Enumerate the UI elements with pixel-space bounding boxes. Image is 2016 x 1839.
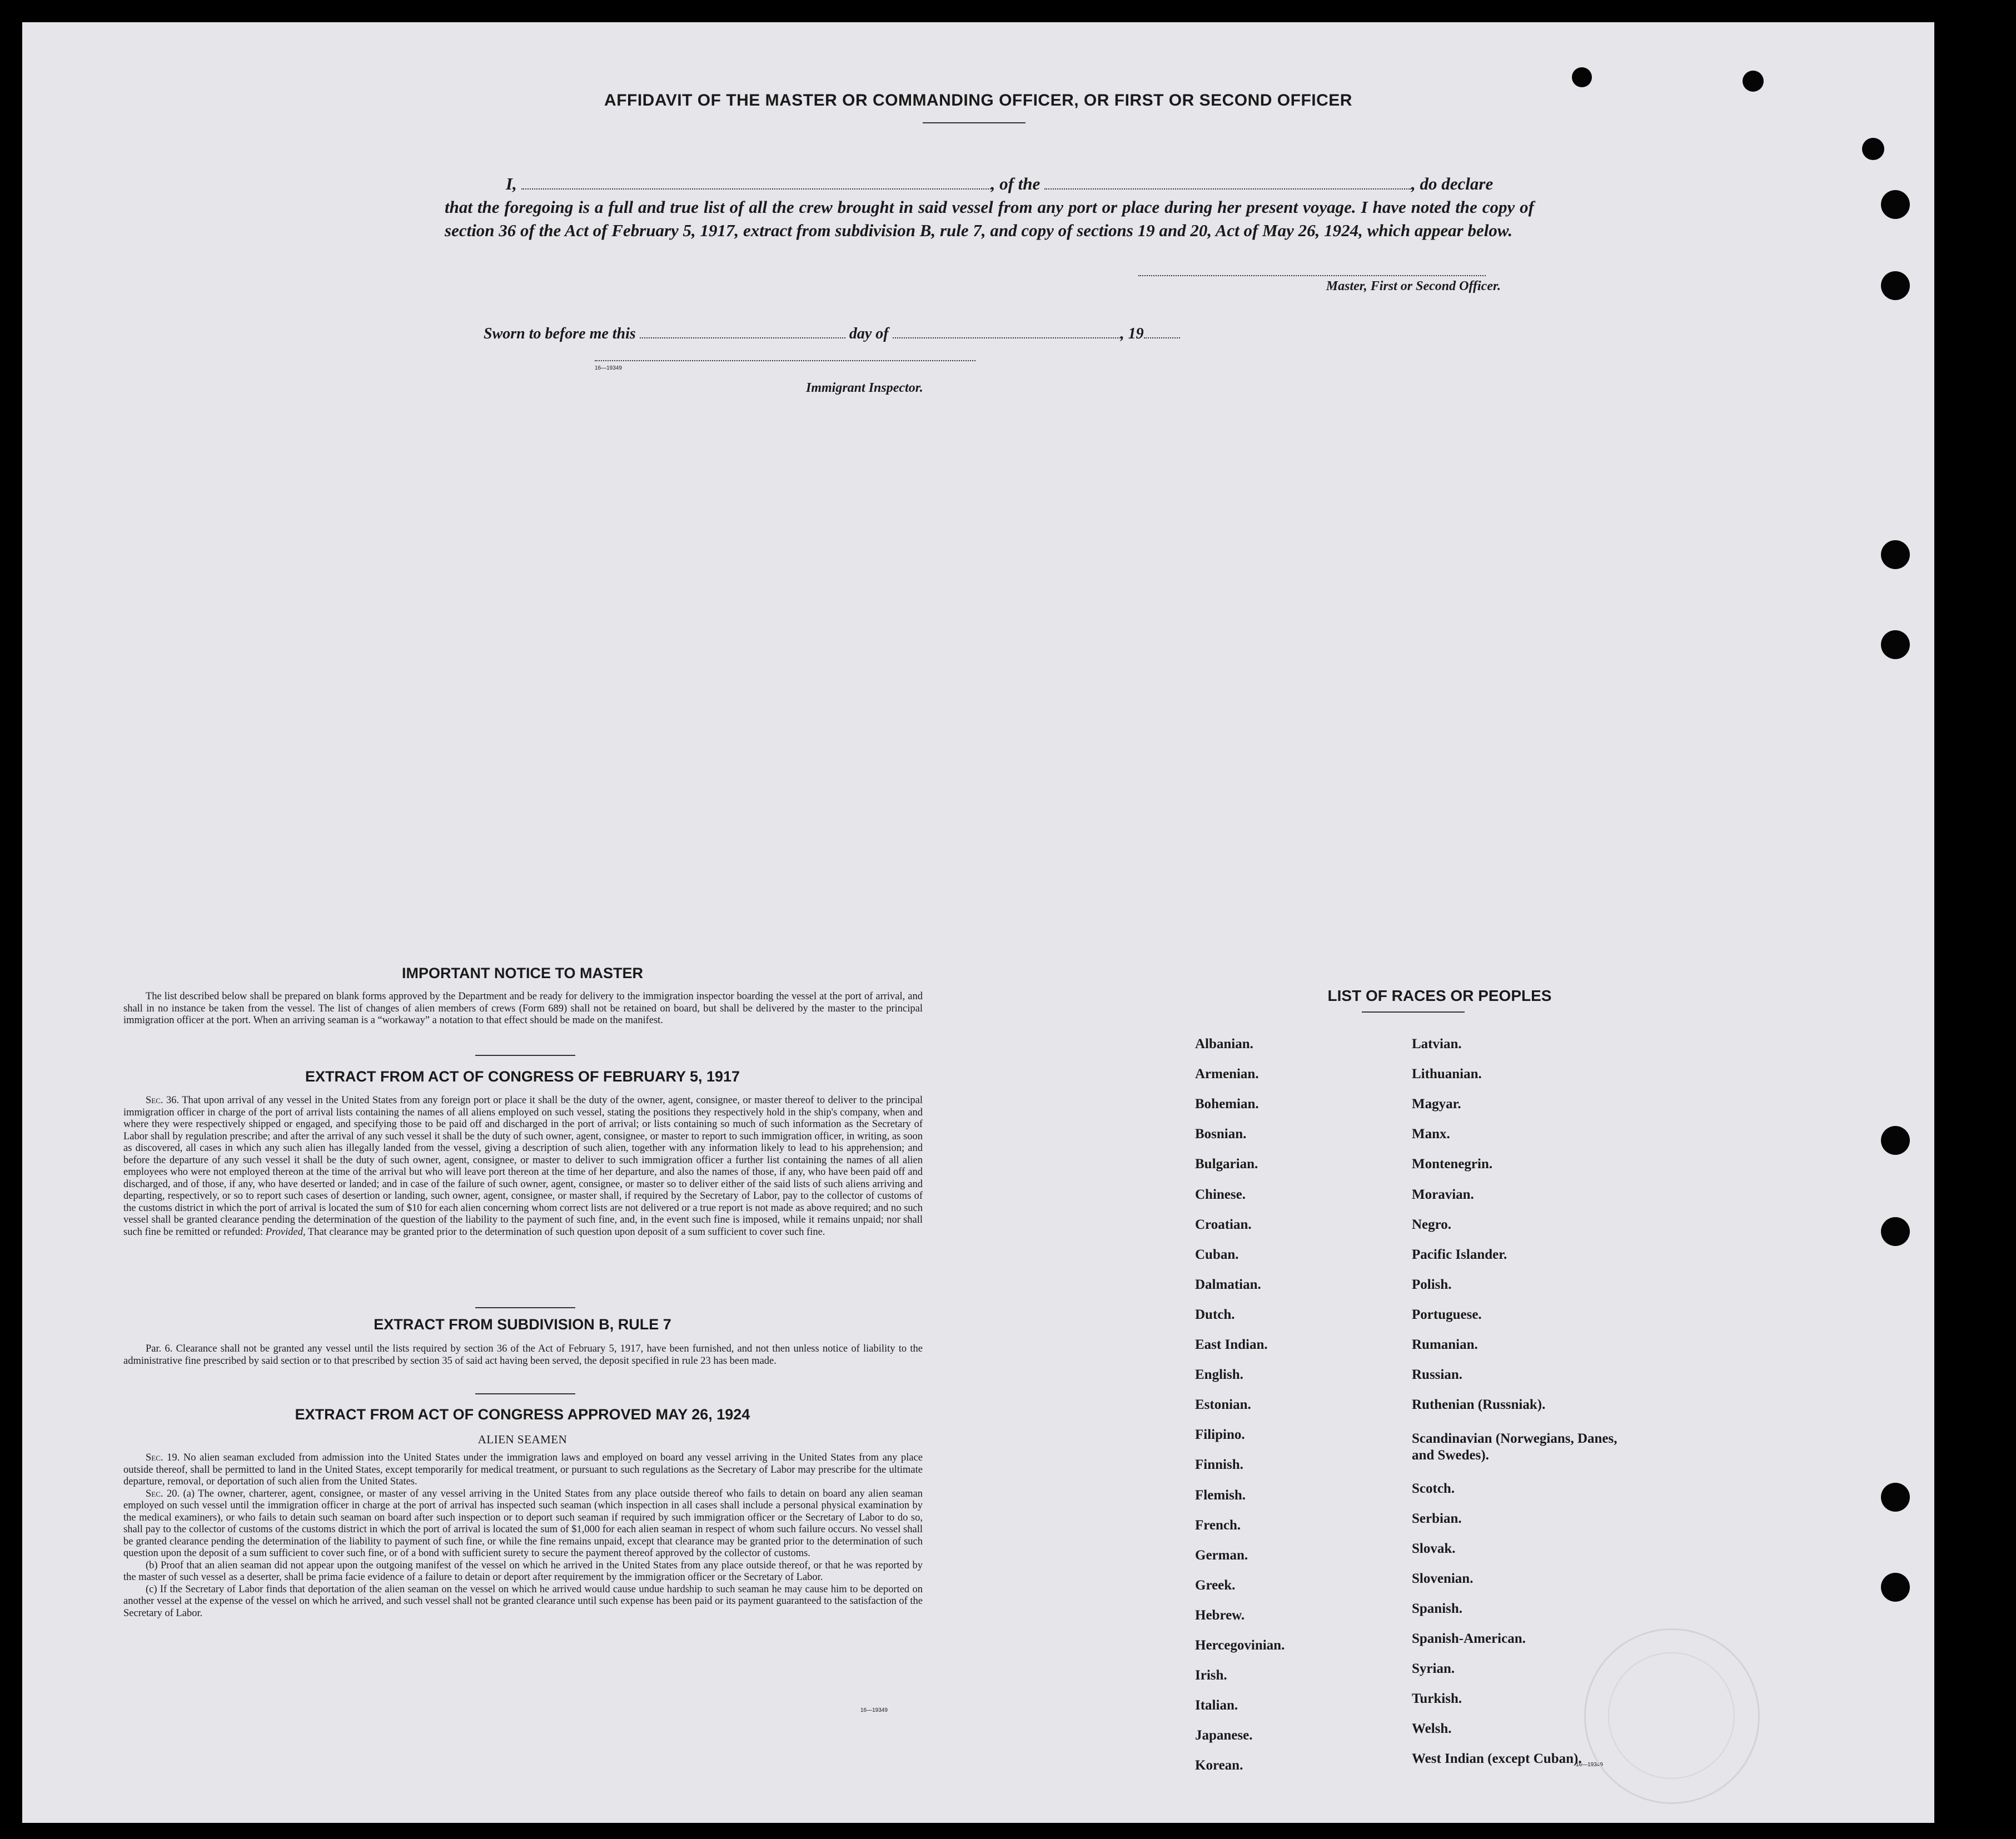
race-item: Spanish. (1412, 1601, 1463, 1616)
of-the-label: , of the (990, 174, 1041, 193)
rule7-title: EXTRACT FROM SUBDIVISION B, RULE 7 (374, 1316, 671, 1333)
notice-title: IMPORTANT NOTICE TO MASTER (402, 965, 643, 981)
sec19-text: No alien seaman excluded from admission into the United States under the immigration laws and employed on board any vessel arriving in the United States from any place outside thereof, shall be permitted to land in the United States, except temporarily for medical treatment, or pursuant to such regulations as the Secretary of Labor may prescribe for the ultimate departure, removal, or deportation of such alien from the United States. (123, 1452, 923, 1487)
sec20c-text: (c) If the Secretary of Labor finds that deportation of the alien seaman on the vessel on which he arrived would cause undue hardship to such seaman he may cause him to be deported on another vessel at the expense of the vessel on which he arrived, and such vessel shall not be granted clearance until such expense has been paid or its payment guaranteed to the satisfaction of the Secretary of Labor. (123, 1583, 923, 1619)
par6-text: Par. 6. Clearance shall not be granted any vessel until the lists required by section 36 of the Act of February 5, 1917, have been furnished, and not then unless notice of liability to the administrative fine prescribed by said section or to that prescribed by section 35 of said act having been served, the deposit specified in rule 23 has been made. (123, 1343, 923, 1367)
race-item: Flemish. (1195, 1487, 1246, 1503)
par6-block (123, 1343, 923, 1367)
sec36-tail: That clearance may be granted prior to the determination of such question upon deposit of a sum sufficient to cover such fine. (307, 1226, 825, 1238)
affidavit-title: AFFIDAVIT OF THE MASTER OR COMMANDING OFFICER, OR FIRST OR SECOND OFFICER (604, 91, 1352, 109)
race-item: Cuban. (1195, 1247, 1239, 1262)
sec36-block (123, 1095, 923, 1238)
inspector-signature-line[interactable] (595, 360, 975, 361)
race-item: Dalmatian. (1195, 1277, 1261, 1292)
punch-hole-icon (1881, 1217, 1910, 1246)
race-item: Bulgarian. (1195, 1157, 1258, 1172)
race-item: Greek. (1195, 1577, 1236, 1593)
punch-hole-icon (1572, 67, 1592, 87)
race-item: Russian. (1412, 1367, 1463, 1383)
race-item: Magyar. (1412, 1097, 1461, 1112)
race-item: French. (1195, 1517, 1241, 1533)
sworn-month-field[interactable] (893, 325, 1121, 338)
race-item: Korean. (1195, 1758, 1243, 1773)
affidavit-body (445, 172, 1556, 242)
form-page (22, 22, 1934, 1823)
race-item: Pacific Islander. (1412, 1247, 1507, 1262)
race-item: Moravian. (1412, 1187, 1474, 1202)
inspector-caption: Immigrant Inspector. (806, 381, 923, 395)
race-item: Chinese. (1195, 1187, 1246, 1202)
punch-hole-icon (1881, 190, 1910, 219)
punch-hole-icon (1881, 630, 1910, 659)
races-title: LIST OF RACES OR PEOPLES (1327, 987, 1552, 1004)
race-item: Hercegovinian. (1195, 1638, 1285, 1653)
do-declare-label: , do declare (1411, 174, 1494, 193)
race-item: Finnish. (1195, 1457, 1243, 1473)
punch-hole-icon (1862, 138, 1884, 160)
race-item: English. (1195, 1367, 1243, 1383)
sec20b-text: (b) Proof that an alien seaman did not appear upon the outgoing manifest of the vessel on which he arrived in the United States from any place outside thereof, or that he was reported by the master of such vessel as a deserter, shall be prima facie evidence of a failure to detain or deport after requirement by the immigration officer or the Secretary of Labor. (123, 1559, 923, 1583)
race-item: Bohemian. (1195, 1097, 1259, 1112)
divider-1 (475, 1055, 575, 1056)
race-item: East Indian. (1195, 1337, 1268, 1352)
race-item: Dutch. (1195, 1307, 1235, 1322)
sec19-label: Sec. 19. (146, 1452, 180, 1463)
race-item: Welsh. (1412, 1721, 1452, 1737)
race-item: Spanish-American. (1412, 1631, 1526, 1646)
race-item: Lithuanian. (1412, 1066, 1482, 1082)
punch-hole-icon (1881, 1483, 1910, 1512)
punch-hole-icon (1881, 1573, 1910, 1602)
act1924-title: EXTRACT FROM ACT OF CONGRESS APPROVED MAY 26, 1924 (295, 1406, 750, 1423)
name-field[interactable] (521, 176, 991, 190)
signature-line[interactable] (1138, 275, 1486, 276)
sec20a-text: (a) The owner, charterer, agent, consignee, or master of any vessel arriving in the United States from any place outside thereof who fails to detain on board any alien seaman employed on such vessel until the immigration officer in charge at the port of arrival has inspected such seaman (which inspection in all cases shall include a personal physical examination by the medical examiners), or who fails to detain such seaman on board after such inspection or to deport such seaman if required by such immigration officer or the Secretary of Labor to do so, shall pay to the collector of customs of the customs district in which the port of arrival is located the sum of $1,000 for each alien seaman in respect of whom such failure occurs. No vessel shall be granted clearance pending the determination of the liability to payment of such fine, or while the fine remains unpaid, except that clearance may be granted prior to the determination of such question upon the deposit of a sum sufficient to cover such fine, or of a bond with sufficient surety to secure the payment thereof approved by the collector of customs. (123, 1488, 923, 1559)
race-item: Filipino. (1195, 1427, 1245, 1443)
sworn-line (484, 325, 1180, 343)
divider-2 (475, 1307, 575, 1308)
race-item: Slovak. (1412, 1541, 1456, 1556)
race-item: Armenian. (1195, 1066, 1259, 1082)
signature-caption: Master, First or Second Officer. (1326, 279, 1501, 293)
i-label: I, (506, 174, 517, 193)
race-item: Latvian. (1412, 1036, 1462, 1051)
race-item: Manx. (1412, 1127, 1450, 1142)
sec19-20-block (123, 1452, 923, 1619)
race-item: Montenegrin. (1412, 1157, 1493, 1172)
sec20-label: Sec. 20. (146, 1488, 180, 1499)
vessel-field[interactable] (1044, 176, 1411, 190)
race-item: Bosnian. (1195, 1127, 1247, 1142)
race-item: Estonian. (1195, 1397, 1251, 1413)
title-divider (923, 122, 1026, 123)
alien-seamen-subtitle: ALIEN SEAMEN (477, 1433, 568, 1446)
punch-hole-icon (1743, 71, 1764, 92)
race-item: West Indian (except Cuban). (1412, 1751, 1582, 1767)
race-item: Italian. (1195, 1698, 1238, 1713)
day-of-label: day of (849, 325, 889, 342)
sworn-day-field[interactable] (640, 325, 845, 338)
race-item: Scandinavian (Norwegians, Danes, and Swedes). (1412, 1431, 1617, 1463)
notices-form-number: 16—19349 (860, 1707, 888, 1713)
notice-text: The list described below shall be prepared on blank forms approved by the Department and be ready for delivery to the immigration inspector boarding the vessel at the port of arrival, and shall in no instance be taken from the vessel. The list of changes of alien members of crews (Form 689) shall not be retained on board, but shall be delivered by the master to the principal immigration officer at the port. When an arriving seaman is a “workaway” a notation to that effect should be made on the manifest. (123, 991, 923, 1026)
race-item: Japanese. (1195, 1728, 1253, 1743)
race-item: Scotch. (1412, 1481, 1455, 1496)
notice-text-block (123, 991, 923, 1027)
race-item: Serbian. (1412, 1511, 1462, 1526)
race-item: German. (1195, 1547, 1248, 1563)
race-item: Negro. (1412, 1217, 1452, 1232)
race-item: Turkish. (1412, 1691, 1462, 1707)
affidavit-form-number: 16—19349 (595, 365, 622, 371)
sec36-label: Sec. 36. (146, 1095, 180, 1106)
punch-hole-icon (1881, 271, 1910, 300)
divider-3 (475, 1393, 575, 1394)
race-item: Hebrew. (1195, 1607, 1245, 1623)
race-item: Croatian. (1195, 1217, 1252, 1232)
sworn-year-field[interactable] (1144, 325, 1180, 338)
race-item: Albanian. (1195, 1036, 1253, 1051)
year-label: , 19 (1120, 325, 1144, 342)
punch-hole-icon (1881, 540, 1910, 569)
race-item: Portuguese. (1412, 1307, 1482, 1322)
race-item: Irish. (1195, 1668, 1227, 1683)
races-divider (1362, 1011, 1465, 1013)
act1917-title: EXTRACT FROM ACT OF CONGRESS OF FEBRUARY 5, 1917 (305, 1068, 740, 1085)
race-item: Slovenian. (1412, 1571, 1474, 1586)
sworn-label: Sworn to before me this (484, 325, 636, 342)
race-item: Polish. (1412, 1277, 1452, 1292)
race-item: Rumanian. (1412, 1337, 1478, 1352)
race-item: Ruthenian (Russniak). (1412, 1397, 1546, 1413)
races-form-number: 16—19349 (1576, 1762, 1603, 1768)
race-item: Syrian. (1412, 1661, 1455, 1677)
provided-word: Provided, (265, 1226, 306, 1238)
sec36-text: That upon arrival of any vessel in the United States from any foreign port or place it shall be the duty of the owner, agent, consignee, or master thereof to deliver to the principal immigration officer in charge of the port of arrival lists containing the names of all aliens employed on such vessel, stating the positions they respectively hold in the ship's company, when and where they were respectively shipped or engaged, and specifying those to be paid off and discharged in the port of arrival; or lists containing so much of such information as the Secretary of Labor shall by regulation prescribe; and after the arrival of any such vessel it shall be the duty of such owner, agent, consignee, or master to report to such immigration officer, in writing, as soon as discovered, all cases in which any such alien has illegally landed from the vessel, giving a description of such alien, together with any information likely to lead to his apprehension; and before the departure of any such vessel it shall be the duty of such owner, agent, consignee, or master to deliver to such immigration officer a further list containing the names of all alien employees who were not employed thereon at the time of the arrival but who will leave port thereon at the time of her departure, and also the names of those, if any, who have been paid off and discharged, and of those, if any, who have deserted or landed; and in case of the failure of such owner, agent, consignee, or master so to deliver either of the said lists of such aliens arriving and departing, respectively, or so to report such cases of desertion or landing, such owner, agent, consignee, or master shall, if required by the Secretary of Labor, pay to the collector of customs of the customs district in which the port of arrival is located the sum of $10 for each alien concerning whom correct lists are not delivered or a true report is not made as above required; and no such vessel shall be granted clearance pending the determination of the question of the liability to the payment of such fine, and, in the event such fine is imposed, while it remains unpaid; nor shall such fine be remitted or refunded: (123, 1095, 923, 1238)
declaration-text: that the foregoing is a full and true list of all the crew brought in said vessel from any port or place during her present voyage. I have noted the copy of section 36 of the Act of February 5, 1917, extract from subdivision B, rule 7, and copy of sections 19 and 20, Act of May 26, 1924, which appear below. (445, 197, 1534, 240)
embossed-seal (1584, 1628, 1760, 1804)
punch-hole-icon (1881, 1126, 1910, 1155)
